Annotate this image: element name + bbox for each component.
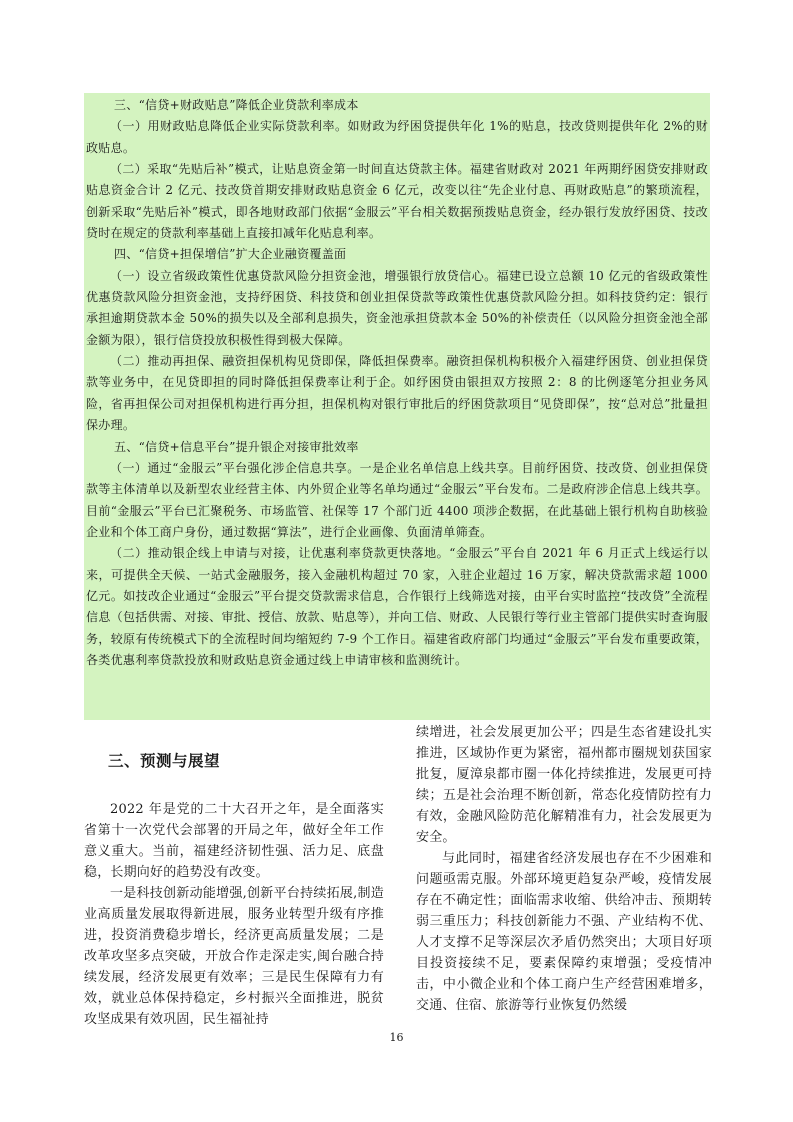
section-title: 三、预测与展望 [108,752,221,770]
left-column [84,722,384,1030]
box-paragraph: （二）推动再担保、融资担保机构见贷即保，降低担保费率。融资担保机构积极介入福建纾困贷、创业担保贷款等业务中，在见贷即担的同时降低担保费率让利于企。如纾困贷由银担双方按照 2：8 的比例逐笔分担业务风险，省再担保公司对担保机构进行再分担，担保机构对银行审批后的纾困贷款项目“见贷即保”，按“总对总”批量担保办理。 [86,354,708,433]
box-paragraph: （二）采取“先贴后补”模式，让贴息资金第一时间直达贷款主体。福建省财政对 2021 年两期纾困贷安排财政贴息资金合计 2 亿元、技改贷首期安排财政贴息资金 6 亿元，改变以往“先企业付息、再财政贴息”的繁琐流程，创新采取“先贴后补”模式，即各地财政部门依据“金服云”平台相关数据预拨贴息资金，经办银行发放纾困贷、技改贷时在规定的贷款利率基础上直接扣减年化贴息利率。 [86,162,708,241]
body-paragraph: 续增进，社会发展更加公平；四是生态省建设扎实推进，区域协作更为紧密，福州都市圈规划获国家批复，厦漳泉都市圈一体化持续推进，发展更可持续；五是社会治理不断创新，常态化疫情防控有力有效，金融风险防范化解精准有力，社会发展更为安全。 [416,725,712,845]
box-paragraph: （二）推动银企线上申请与对接，让优惠利率贷款更快落地。“金服云”平台自 2021 年 6 月正式上线运行以来，可提供全天候、一站式金融服务，接入金融机构超过 70 家，入驻企业超过 16 万家，解决贷款需求超 1000 亿元。如技改企业通过“金服云”平台提交贷款需求信息，合作银行上线筛选对接，由平台实时监控“技改贷”全流程信息（包括供需、对接、审批、授信、放款、贴息等），并向工信、财政、人民银行等行业主管部门提供实时查询服务，较原有传统模式下的全流程时间均缩短约 7-9 个工作日。福建省政府部门均通过“金服云”平台发布重要政策，各类优惠利率贷款投放和财政贴息资金通过线上申请审核和监测统计。 [86,546,708,667]
body-paragraph: 2022 年是党的二十大召开之年，是全面落实省第十一次党代会部署的开局之年，做好全年工作意义重大。当前，福建经济韧性强、活力足、底盘稳，长期向好的趋势没有改变。 [84,802,384,880]
right-column [416,722,712,1016]
box-paragraph: （一）设立省级政策性优惠贷款风险分担资金池，增强银行放贷信心。福建已设立总额 10 亿元的省级政策性优惠贷款风险分担资金池，支持纾困贷、科技贷和创业担保贷款等政策性优惠贷款风险分担。如科技贷约定：银行承担逾期贷款本金 50%的损失以及全部利息损失，资金池承担贷款本金 50%的补偿责任（以风险分担资金池全部金额为限），银行信贷投放积极性得到极大保障。 [86,268,708,347]
box-paragraph: （一）用财政贴息降低企业实际贷款利率。如财政为纾困贷提供年化 1%的贴息，技改贷则提供年化 2%的财政贴息。 [86,119,708,155]
box-paragraph: （一）通过“金服云”平台强化涉企信息共享。一是企业名单信息上线共享。目前纾困贷、技改贷、创业担保贷款等主体清单以及新型农业经营主体、内外贸企业等名单均通过“金服云”平台发布。二是政府涉企信息上线共享。目前“金服云”平台已汇聚税务、市场监管、社保等 17 个部门近 4400 项涉企数据，在此基础上银行机构自助核验企业和个体工商户身份，通过数据“算法”，进行企业画像、负面清单筛查。 [86,460,708,539]
box-heading: 五、“信贷+信息平台”提升银企对接审批效率 [114,439,359,454]
page-number: 16 [389,1031,404,1044]
box-heading: 四、“信贷+担保增信”扩大企业融资覆盖面 [114,247,347,262]
body-paragraph: 一是科技创新动能增强,创新平台持续拓展,制造业高质量发展取得新进展，服务业转型升级有序推进，投资消费稳步增长，经济更高质量发展；二是改革攻坚多点突破，开放合作走深走实,闽台融合持续发展，经济发展更有效率；三是民生保障有力有效，就业总体保持稳定，乡村振兴全面推进，脱贫攻坚成果有效巩固，民生福祉持 [84,886,384,1027]
box-heading: 三、“信贷+财政贴息”降低企业贷款利率成本 [114,98,359,112]
body-paragraph: 与此同时，福建省经济发展也存在不少困难和问题亟需克服。外部环境更趋复杂严峻，疫情发展存在不确定性；面临需求收缩、供给冲击、预期转弱三重压力；科技创新能力不强、产业结构不优、人才支撑不足等深层次矛盾仍然突出；大项目好项目投资接续不足，要素保障约束增强；受疫情冲击，中小微企业和个体工商户生产经营困难增多，交通、住宿、旅游等行业恢复仍然缓 [416,851,712,1013]
policy-box [84,93,710,720]
